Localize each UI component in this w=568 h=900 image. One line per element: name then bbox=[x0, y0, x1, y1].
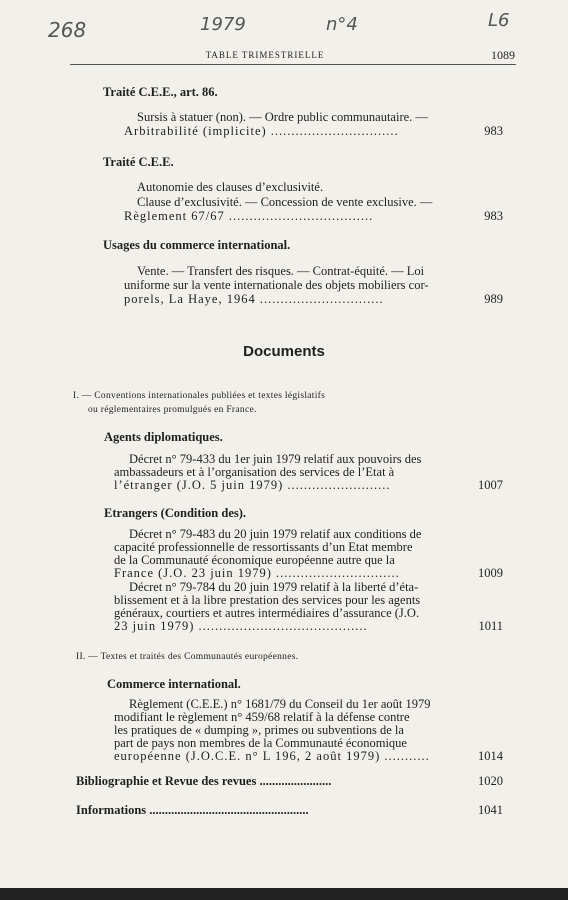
entry-line: Clause d’exclusivité. — Concession de vente exclusive. — bbox=[137, 195, 433, 209]
entry-heading: Commerce international. bbox=[107, 677, 241, 691]
entry-page-number: 1041 bbox=[478, 803, 503, 817]
entry-line: blissement et à la libre prestation des services pour les agents bbox=[114, 593, 421, 607]
running-title: TABLE TRIMESTRIELLE bbox=[205, 50, 325, 60]
entry-line: ambassadeurs et à l’organisation des services de l’Etat à bbox=[114, 465, 395, 479]
entry-heading: Usages du commerce international. bbox=[103, 238, 291, 252]
informations-entry: Informations ................................................... bbox=[76, 803, 309, 817]
header-rule bbox=[70, 64, 516, 65]
entry-line: Règlement (C.E.E.) n° 1681/79 du Conseil du 1er août 1979 bbox=[129, 697, 431, 711]
section-title: Documents bbox=[243, 343, 325, 360]
entry-page-number: 1007 bbox=[478, 478, 503, 492]
bibliography-entry: Bibliographie et Revue des revues ....................... bbox=[76, 774, 332, 788]
entry-line: porels, La Haye, 1964 .............................. bbox=[124, 292, 384, 306]
entry-line: l’étranger (J.O. 5 juin 1979) ......................... bbox=[114, 478, 391, 492]
entry-line: Vente. — Transfert des risques. — Contrat-équité. — Loi bbox=[137, 264, 425, 278]
handwritten-note-number: n°4 bbox=[326, 14, 358, 35]
entry-heading: Traité C.E.E. bbox=[103, 155, 174, 169]
entry-line: Arbitrabilité (implicite) ............................... bbox=[124, 124, 399, 138]
handwritten-note-left: 268 bbox=[48, 18, 87, 42]
entry-page-number: 983 bbox=[484, 209, 503, 223]
entry-page-number: 983 bbox=[484, 124, 503, 138]
entry-line: uniforme sur la vente internationale des objets mobiliers cor- bbox=[124, 278, 429, 292]
entry-heading: Traité C.E.E., art. 86. bbox=[103, 85, 218, 99]
entry-line: Sursis à statuer (non). — Ordre public communautaire. — bbox=[137, 110, 428, 124]
page-number: 1089 bbox=[491, 48, 515, 62]
entry-page-number: 989 bbox=[484, 292, 503, 306]
entry-line: capacité professionnelle de ressortissants d’un Etat membre bbox=[114, 540, 413, 554]
scan-edge bbox=[0, 888, 568, 900]
entry-line: part de pays non membres de la Communauté économique bbox=[114, 736, 407, 750]
entry-line: Autonomie des clauses d’exclusivité. bbox=[137, 180, 324, 194]
entry-line: Règlement 67/67 ................................... bbox=[124, 209, 374, 223]
entry-line: les pratiques de « dumping », primes ou subventions de la bbox=[114, 723, 404, 737]
entry-line: européenne (J.O.C.E. n° L 196, 2 août 1979) ........... bbox=[114, 749, 430, 763]
entry-page-number: 1009 bbox=[478, 566, 503, 580]
entry-heading: Etrangers (Condition des). bbox=[104, 506, 247, 520]
entry-line: 23 juin 1979) ......................................... bbox=[114, 619, 368, 633]
entry-line: Décret n° 79-784 du 20 juin 1979 relatif à la liberté d’éta- bbox=[129, 580, 419, 594]
entry-line: généraux, courtiers et autres intermédiaires d’assurance (J.O. bbox=[114, 606, 420, 620]
handwritten-note-year: 1979 bbox=[200, 14, 246, 35]
entry-page-number: 1020 bbox=[478, 774, 503, 788]
entry-page-number: 1014 bbox=[478, 749, 503, 763]
entry-line: Décret n° 79-433 du 1er juin 1979 relatif aux pouvoirs des bbox=[129, 452, 422, 466]
entry-line: France (J.O. 23 juin 1979) .............................. bbox=[114, 566, 400, 580]
entry-line: Décret n° 79-483 du 20 juin 1979 relatif aux conditions de bbox=[129, 527, 422, 541]
part-heading: I. — Conventions internationales publiées et textes législatifs bbox=[73, 391, 326, 401]
part-heading: II. — Textes et traités des Communautés européennes. bbox=[76, 652, 299, 662]
entry-line: modifiant le règlement n° 459/68 relatif à la défense contre bbox=[114, 710, 410, 724]
handwritten-note-right: L6 bbox=[488, 10, 510, 31]
entry-page-number: 1011 bbox=[478, 619, 503, 633]
entry-line: de la Communauté économique européenne autre que la bbox=[114, 553, 395, 567]
part-heading: ou réglementaires promulgués en France. bbox=[88, 405, 257, 415]
entry-heading: Agents diplomatiques. bbox=[104, 430, 223, 444]
